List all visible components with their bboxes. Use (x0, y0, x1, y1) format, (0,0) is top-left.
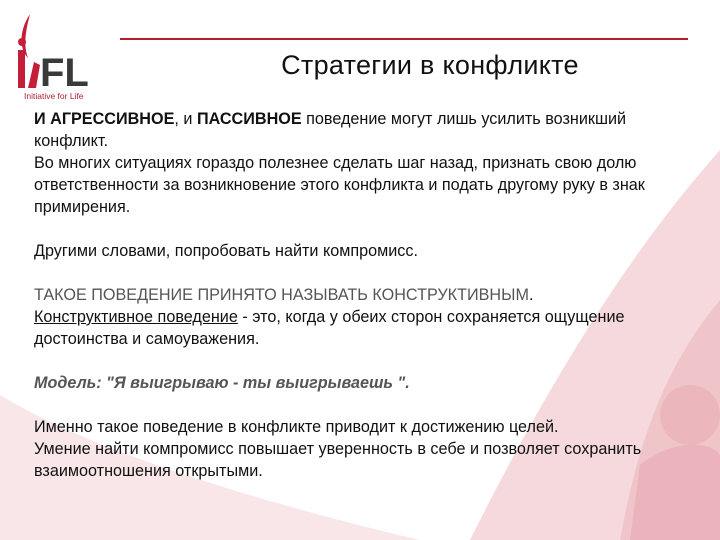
paragraph-step-back: Во многих ситуациях гораздо полезнее сделать шаг назад, признать свою долю ответственности за возникновение этого конфликта и подать другому руку в знак примирения. (34, 154, 645, 216)
connector-text: , и (174, 110, 197, 128)
constructive-caps-dot: . (528, 286, 534, 304)
passive-term: ПАССИВНОЕ (196, 110, 302, 128)
paragraph-confidence: Умение найти компромисс повышает уверенность в себе и позволяет сохранить взаимоотношения открытыми. (34, 440, 642, 480)
header-divider (120, 38, 688, 40)
ifl-logo-graphic (10, 10, 105, 102)
paragraph-compromise: Другими словами, попробовать найти компромисс. (34, 242, 418, 260)
page-title: Стратегии в конфликте (281, 50, 579, 80)
aggressive-term: И АГРЕССИВНОЕ (34, 110, 175, 128)
slide-body (34, 108, 694, 482)
constructive-caps-text: ТАКОЕ ПОВЕДЕНИЕ ПРИНЯТО НАЗЫВАТЬ КОНСТРУКТИВНЫМ (34, 286, 529, 304)
logo-tagline: Initiative for Life (24, 91, 84, 101)
paragraph-constructive-definition (34, 306, 694, 350)
paragraph-1-rest: поведение могут лишь усилить возникший конфликт. (34, 110, 627, 150)
paragraph-model: Модель: "Я выигрываю - ты выигрываешь ". (34, 374, 410, 392)
constructive-term: Конструктивное поведение (34, 308, 238, 326)
constructive-definition: - это, когда у обеих сторон сохраняется ощущение достоинства и самоуважения. (34, 308, 625, 348)
paragraph-aggressive-passive (34, 108, 694, 152)
paragraph-goals: Именно такое поведение в конфликте приводит к достижению целей. (34, 418, 559, 436)
company-logo (10, 10, 105, 102)
svg-text:FL: FL (40, 51, 89, 95)
paragraph-constructive-caps (34, 284, 694, 306)
